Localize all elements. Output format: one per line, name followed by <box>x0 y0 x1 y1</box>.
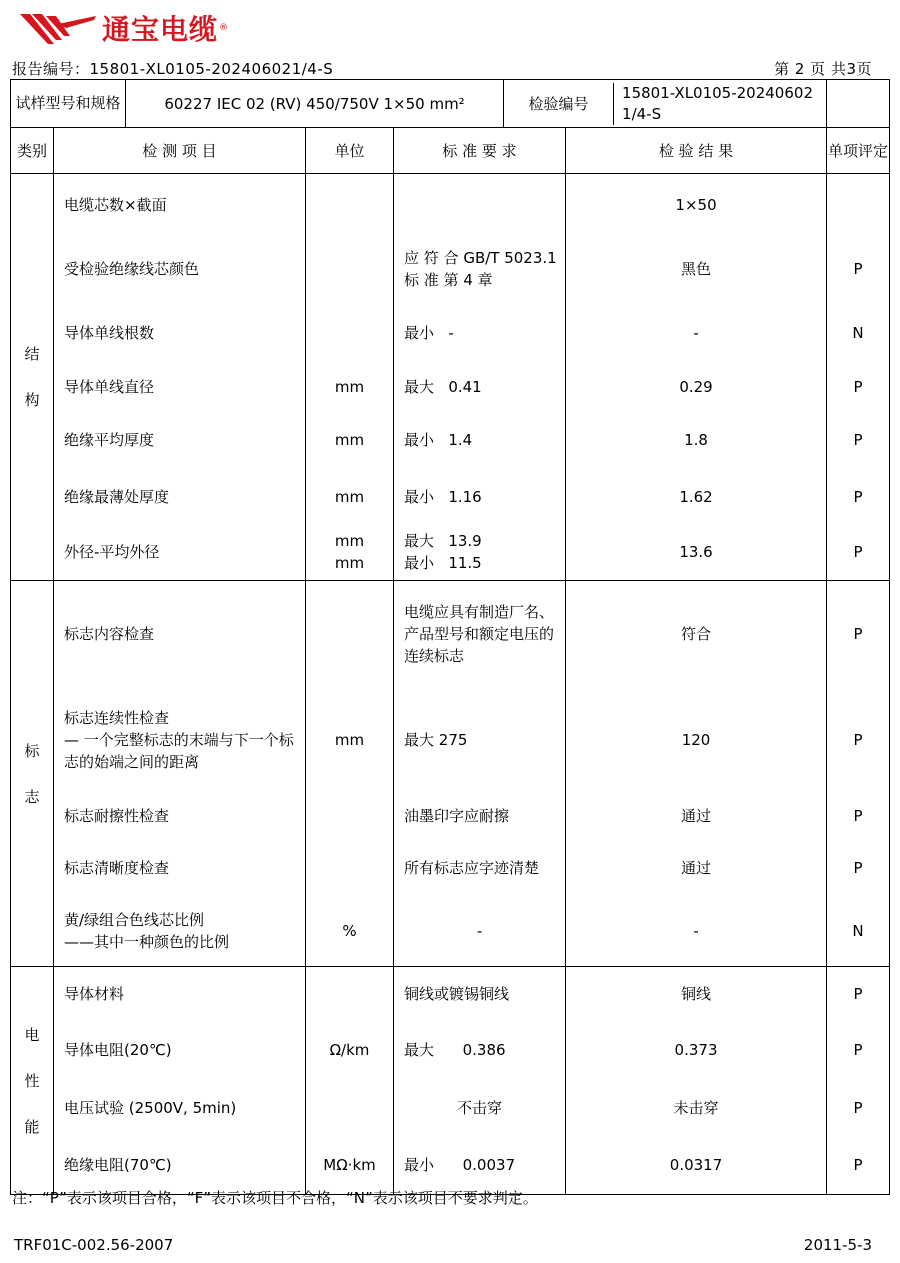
grade: P <box>827 364 890 410</box>
unit <box>306 967 394 1021</box>
unit <box>306 174 394 236</box>
test-result: 0.0317 <box>566 1137 827 1195</box>
table-row <box>11 410 890 470</box>
test-result: 符合 <box>566 581 827 687</box>
test-item: 外径-平均外径 <box>54 525 306 581</box>
standard-requirement: 应 符 合 GB/T 5023.1 标 准 第 4 章 <box>394 236 566 302</box>
table-row <box>11 687 890 793</box>
grade: P <box>827 793 890 839</box>
test-item: 黄/绿组合色线芯比例 ——其中一种颜色的比例 <box>54 897 306 967</box>
grade: P <box>827 470 890 525</box>
standard-requirement: 最小 - <box>394 302 566 364</box>
registered-mark: ® <box>219 23 229 33</box>
col-unit: 单位 <box>306 128 394 174</box>
category-char: 结 <box>24 345 40 363</box>
table-row <box>11 364 890 410</box>
grade: P <box>827 839 890 897</box>
test-item: 电压试验 (2500V, 5min) <box>54 1079 306 1137</box>
unit <box>306 236 394 302</box>
standard-requirement: 最小 1.4 <box>394 410 566 470</box>
col-item: 检 测 项 目 <box>54 128 306 174</box>
category-char: 能 <box>24 1117 40 1136</box>
standard-requirement: 最大 0.386 <box>394 1021 566 1079</box>
grade: P <box>827 967 890 1021</box>
test-item: 电缆芯数×截面 <box>54 174 306 236</box>
report-number: 报告编号：15801-XL0105-202406021/4-S <box>12 60 334 78</box>
table-row <box>11 581 890 687</box>
table-row <box>11 967 890 1021</box>
col-category: 类别 <box>11 128 54 174</box>
grade <box>827 174 890 236</box>
standard-requirement: 最小 0.0037 <box>394 1137 566 1195</box>
test-result: 未击穿 <box>566 1079 827 1137</box>
test-result: 0.373 <box>566 1021 827 1079</box>
inspect-number: 15801-XL0105-202406021/4-S <box>622 83 813 123</box>
form-number: TRF01C-002.56-2007 <box>14 1236 174 1254</box>
test-result: 通过 <box>566 793 827 839</box>
unit <box>306 1079 394 1137</box>
category-cell <box>11 174 54 581</box>
test-item: 标志清晰度检查 <box>54 839 306 897</box>
company-logo <box>18 6 228 50</box>
unit: Ω/km <box>306 1021 394 1079</box>
unit <box>306 839 394 897</box>
category-char: 标 <box>24 741 40 760</box>
table-row <box>11 1021 890 1079</box>
table-row <box>11 302 890 364</box>
test-item: 标志内容检查 <box>54 581 306 687</box>
table-row <box>11 839 890 897</box>
category-char: 构 <box>24 391 40 409</box>
grade: P <box>827 410 890 470</box>
category-char: 志 <box>24 787 40 806</box>
grade: P <box>827 525 890 581</box>
test-item: 标志连续性检查 — 一个完整标志的末端与下一个标志的始端之间的距离 <box>54 687 306 793</box>
footnote: 注：“P”表示该项目合格，“F”表示该项目不合格，“N”表示该项目不要求判定。 <box>12 1189 538 1207</box>
category-cell <box>11 581 54 967</box>
test-item: 受检验绝缘线芯颜色 <box>54 236 306 302</box>
sample-spec: 60227 IEC 02 (RV) 450/750V 1×50 mm² <box>126 80 504 128</box>
test-result: 1×50 <box>566 174 827 236</box>
test-item: 标志耐擦性检查 <box>54 793 306 839</box>
grade: P <box>827 1079 890 1137</box>
unit: mm <box>306 364 394 410</box>
grade: N <box>827 302 890 364</box>
col-standard: 标 准 要 求 <box>394 128 566 174</box>
test-item: 导体电阻(20℃) <box>54 1021 306 1079</box>
test-item: 绝缘最薄处厚度 <box>54 470 306 525</box>
unit: mm <box>306 410 394 470</box>
page-number: 第 2 页 共3页 <box>774 60 872 78</box>
table-row <box>11 174 890 236</box>
grade: P <box>827 1021 890 1079</box>
test-result: 通过 <box>566 839 827 897</box>
grade: P <box>827 1137 890 1195</box>
col-result: 检 验 结 果 <box>566 128 827 174</box>
test-item: 导体单线根数 <box>54 302 306 364</box>
unit: MΩ·km <box>306 1137 394 1195</box>
unit <box>306 581 394 687</box>
standard-requirement: 不击穿 <box>394 1079 566 1137</box>
category-cell <box>11 967 54 1195</box>
column-header-row <box>11 128 890 174</box>
table-row <box>11 470 890 525</box>
test-result: 120 <box>566 687 827 793</box>
test-result: - <box>566 302 827 364</box>
table-row <box>11 1137 890 1195</box>
standard-requirement: - <box>394 897 566 967</box>
category-char: 电 <box>24 1025 40 1044</box>
test-result: 黑色 <box>566 236 827 302</box>
test-result: 1.8 <box>566 410 827 470</box>
grade: P <box>827 581 890 687</box>
test-result: 0.29 <box>566 364 827 410</box>
table-row <box>11 897 890 967</box>
standard-requirement: 最小 1.16 <box>394 470 566 525</box>
standard-requirement: 最大 0.41 <box>394 364 566 410</box>
col-grade: 单项评定 <box>827 128 890 174</box>
grade: P <box>827 687 890 793</box>
brand-name: 通宝电缆 <box>102 13 219 46</box>
table-row <box>11 236 890 302</box>
test-item: 绝缘电阻(70℃) <box>54 1137 306 1195</box>
standard-requirement: 铜线或镀锡铜线 <box>394 967 566 1021</box>
unit <box>306 793 394 839</box>
unit: mm <box>306 470 394 525</box>
table-row <box>11 793 890 839</box>
table-row <box>11 1079 890 1137</box>
standard-requirement: 最大 13.9 最小 11.5 <box>394 525 566 581</box>
test-result: 铜线 <box>566 967 827 1021</box>
unit <box>306 302 394 364</box>
category-char: 性 <box>24 1071 40 1090</box>
unit: mm mm <box>306 525 394 581</box>
unit: % <box>306 897 394 967</box>
form-date: 2011-5-3 <box>803 1236 872 1254</box>
unit: mm <box>306 687 394 793</box>
test-result: - <box>566 897 827 967</box>
inspect-label: 检验编号 <box>504 83 614 125</box>
standard-requirement: 油墨印字应耐擦 <box>394 793 566 839</box>
test-result: 13.6 <box>566 525 827 581</box>
grade: N <box>827 897 890 967</box>
standard-requirement <box>394 174 566 236</box>
standard-requirement: 最大 275 <box>394 687 566 793</box>
standard-requirement: 电缆应具有制造厂名、产品型号和额定电压的连续标志 <box>394 581 566 687</box>
standard-requirement: 所有标志应字迹清楚 <box>394 839 566 897</box>
sample-label: 试样型号和规格 <box>11 80 126 128</box>
sample-info-row <box>11 80 890 128</box>
test-report-table <box>10 79 890 1195</box>
test-result: 1.62 <box>566 470 827 525</box>
test-item: 绝缘平均厚度 <box>54 410 306 470</box>
grade: P <box>827 236 890 302</box>
test-item: 导体材料 <box>54 967 306 1021</box>
test-item: 导体单线直径 <box>54 364 306 410</box>
table-row <box>11 525 890 581</box>
brand-wing-icon <box>18 10 98 46</box>
